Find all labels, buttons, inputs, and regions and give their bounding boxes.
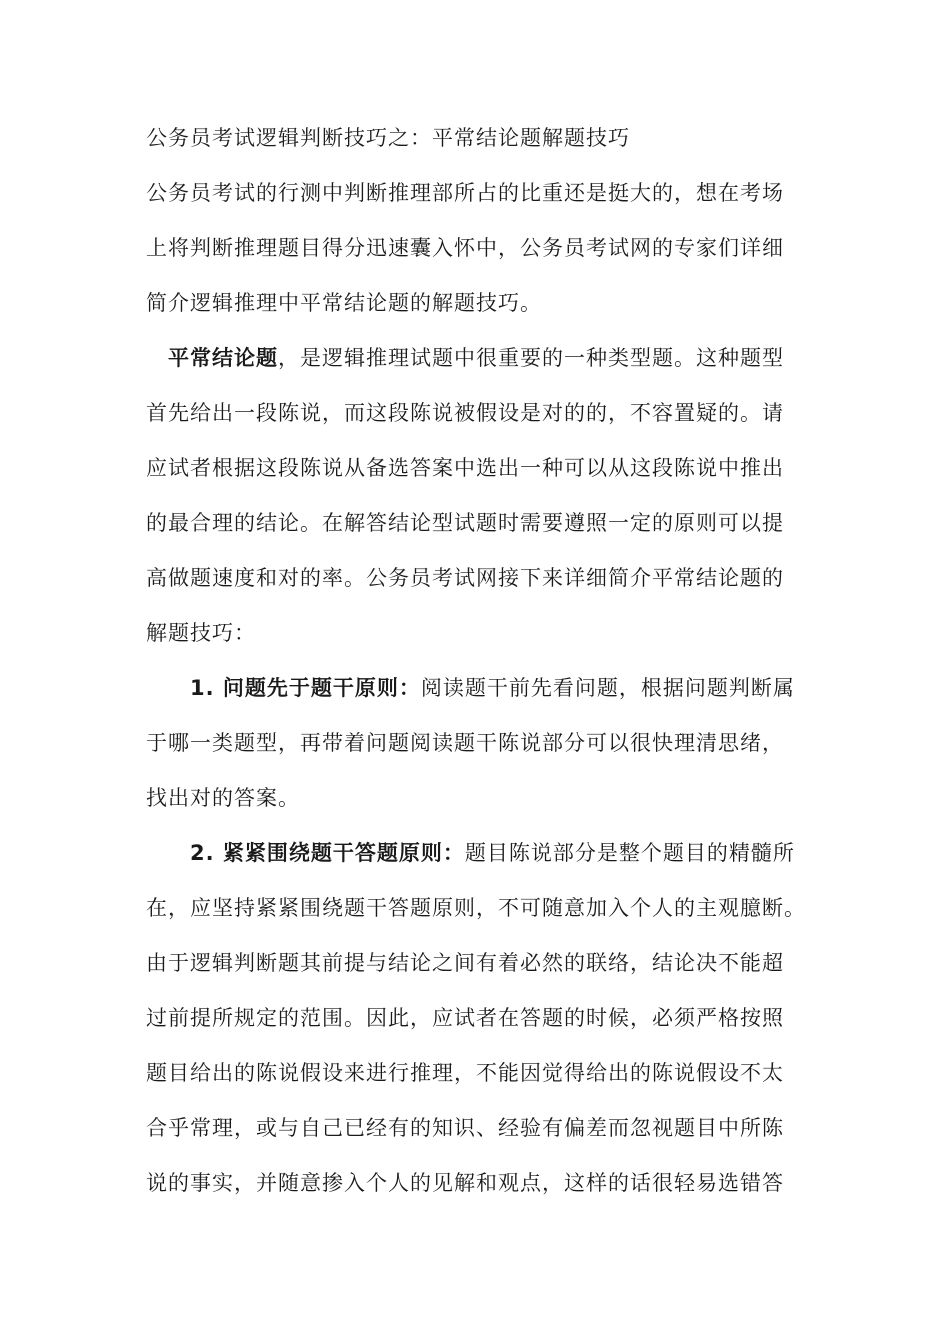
para1-line-6: 解题技巧： — [146, 621, 256, 645]
rule2-first-line — [190, 838, 795, 868]
rule2-line-3: 由于逻辑判断题其前提与结论之间有着必然的联络，结论决不能超 — [146, 951, 784, 975]
intro-line-2: 上将判断推理题目得分迅速囊入怀中，公务员考试网的专家们详细 — [146, 236, 784, 260]
intro-line-3: 简介逻辑推理中平常结论题的解题技巧。 — [146, 291, 542, 315]
para1-line-5: 高做题速度和对的率。公务员考试网接下来详细简介平常结论题的 — [146, 566, 784, 590]
para1-line-2: 首先给出一段陈说，而这段陈说被假设是对的的，不容置疑的。请 — [146, 401, 784, 425]
para1-line-4: 的最合理的结论。在解答结论型试题时需要遵照一定的原则可以提 — [146, 511, 784, 535]
rule2-bold-lead: 2. 紧紧围绕题干答题原则： — [190, 841, 465, 865]
rule1-first-line-rest: 阅读题干前先看问题，根据问题判断属 — [420, 676, 795, 700]
para1-first-line — [168, 343, 784, 373]
intro-line-1: 公务员考试的行测中判断推理部所占的比重还是挺大的，想在考场 — [146, 181, 784, 205]
rule2-line-6: 合乎常理，或与自己已经有的知识、经验有偏差而忽视题目中所陈 — [146, 1116, 784, 1140]
document-title: 公务员考试逻辑判断技巧之：平常结论题解题技巧 — [146, 126, 630, 150]
rule2-line-4: 过前提所规定的范围。因此，应试者在答题的时候，必须严格按照 — [146, 1006, 784, 1030]
rule2-line-7: 说的事实，并随意掺入个人的见解和观点，这样的话很轻易选错答 — [146, 1171, 784, 1195]
para1-bold-lead: 平常结论题 — [168, 346, 278, 370]
para1-line-3: 应试者根据这段陈说从备选答案中选出一种可以从这段陈说中推出 — [146, 456, 784, 480]
rule2-line-5: 题目给出的陈说假设来进行推理，不能因觉得给出的陈说假设不太 — [146, 1061, 784, 1085]
rule1-first-line — [190, 673, 795, 703]
rule1-line-2: 于哪一类题型，再带着问题阅读题干陈说部分可以很快理清思绪， — [146, 731, 784, 755]
rule2-first-line-rest: 题目陈说部分是整个题目的精髓所 — [464, 841, 795, 865]
rule1-bold-lead: 1. 问题先于题干原则： — [190, 676, 421, 700]
rule1-line-3: 找出对的答案。 — [146, 786, 300, 810]
rule2-line-2: 在，应坚持紧紧围绕题干答题原则，不可随意加入个人的主观臆断。 — [146, 896, 806, 920]
para1-first-line-rest: ，是逻辑推理试题中很重要的一种类型题。这种题型 — [278, 346, 784, 370]
